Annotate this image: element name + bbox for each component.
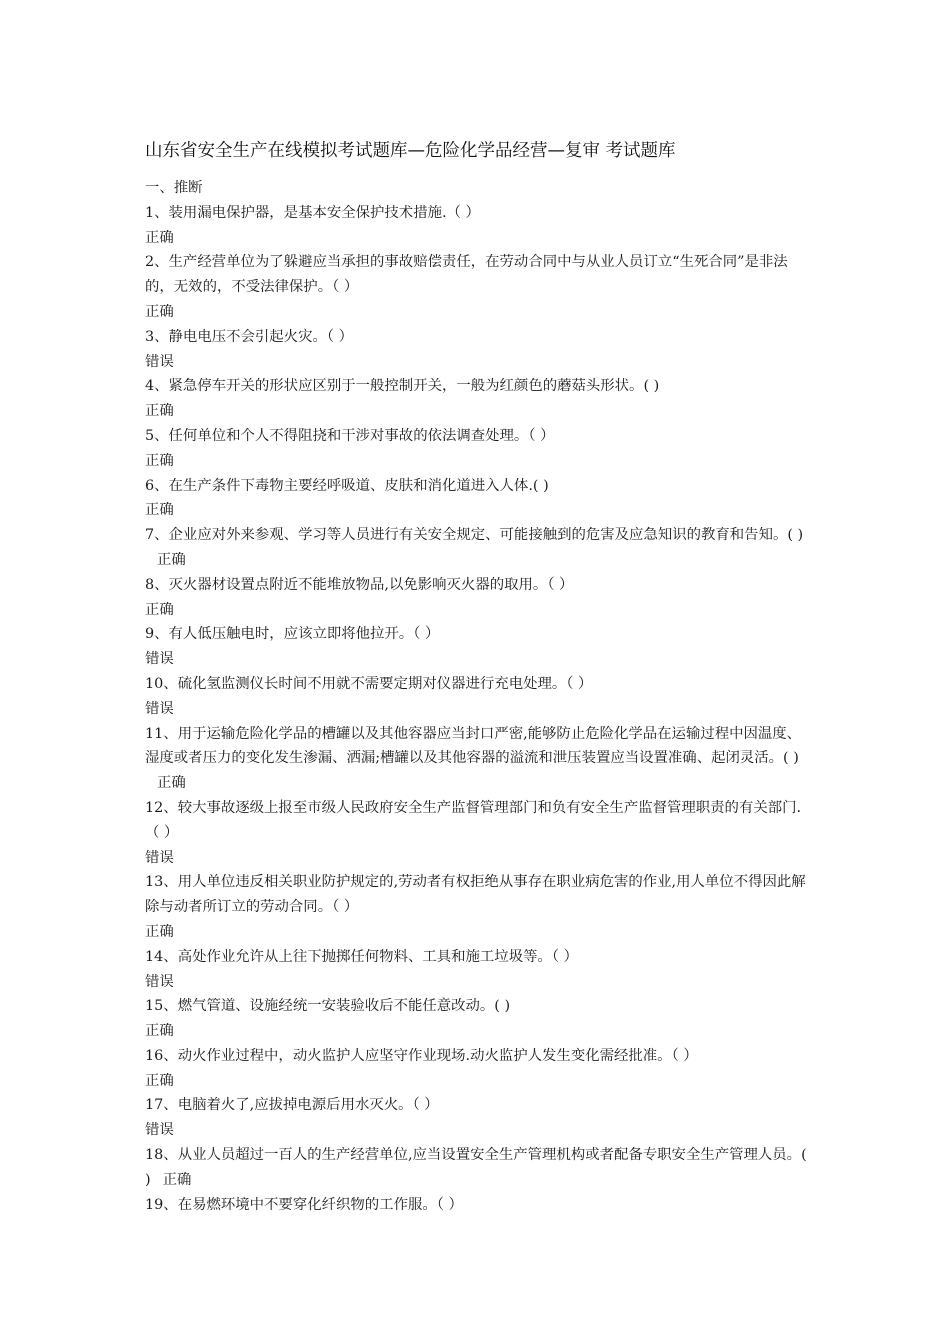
answer-text: 正确 — [145, 1072, 174, 1089]
answer-text: 错误 — [145, 353, 174, 370]
question-text: 11、用于运输危险化学品的槽罐以及其他容器应当封口严密,能够防止危险化学品在运输过程中因温度、湿度或者压力的变化发生渗漏、洒漏;槽罐以及其他容器的溢流和泄压装置应当设置准确、起闭灵活。( ) — [145, 725, 802, 767]
section-heading: 一、推断 — [145, 180, 203, 196]
answer-text: 错误 — [145, 973, 174, 990]
question-text: 1、装用漏电保护器，是基本安全保护技术措施.（ ） — [145, 204, 480, 221]
question-text: 13、用人单位违反相关职业防护规定的,劳动者有权拒绝从事存在职业病危害的作业,用人单位不得因此解除与动者所订立的劳动合同。（ ） — [145, 874, 806, 916]
answer-text: 正确 — [145, 502, 174, 519]
question-text: 16、动火作业过程中，动火监护人应坚守作业现场.动火监护人发生变化需经批准。（ ） — [145, 1047, 698, 1064]
question-text: 9、有人低压触电时，应该立即将他拉开。（ ） — [145, 626, 440, 643]
question-text: 18、从业人员超过一百人的生产经营单位,应当设置安全生产管理机构或者配备专职安全生产管理人员。( ) — [145, 1147, 807, 1188]
document-title: 山东省安全生产在线模拟考试题库—危险化学品经营—复审 考试题库 — [145, 141, 676, 161]
answer-text: 错误 — [145, 651, 174, 668]
document-body — [145, 176, 810, 1217]
answer-text: 正确 — [145, 452, 174, 469]
answer-text: 正确 — [157, 775, 186, 792]
question-text: 2、生产经营单位为了躲避应当承担的事故赔偿责任，在劳动合同中与从业人员订立“生死合同”是非法的，无效的，不受法律保护。（ ） — [145, 254, 788, 296]
answer-text: 正确 — [145, 923, 174, 940]
question-text: 7、企业应对外来参观、学习等人员进行有关安全规定、可能接触到的危害及应急知识的教育和告知。( ) — [145, 527, 804, 544]
answer-text: 正确 — [145, 601, 174, 618]
question-text: 3、静电电压不会引起火灾。（ ） — [145, 328, 353, 345]
question-text: 15、燃气管道、设施经统一安装验收后不能任意改动。( ) — [145, 998, 511, 1015]
question-text: 10、硫化氢监测仪长时间不用就不需要定期对仪器进行充电处理。（ ） — [145, 675, 593, 692]
answer-text: 正确 — [157, 551, 186, 568]
question-text: 5、任何单位和个人不得阻挠和干涉对事故的依法调查处理。（ ） — [145, 427, 555, 444]
answer-text: 错误 — [145, 849, 174, 866]
answer-text: 正确 — [145, 1023, 174, 1040]
answer-text: 正确 — [145, 403, 174, 420]
question-text: 17、电脑着火了,应拔掉电源后用水灭火。（ ） — [145, 1097, 439, 1114]
question-text: 8、灭火器材设置点附近不能堆放物品,以免影响灭火器的取用。（ ） — [145, 576, 574, 593]
question-block — [145, 523, 810, 573]
answer-text: 错误 — [145, 700, 174, 717]
answer-text: 正确 — [162, 1171, 192, 1188]
answer-text: 正确 — [145, 229, 174, 246]
answer-text: 错误 — [145, 1122, 174, 1139]
document-page — [145, 136, 810, 1217]
answer-text: 正确 — [145, 303, 174, 320]
question-block — [145, 1143, 810, 1193]
question-text: 6、在生产条件下毒物主要经呼吸道、皮肤和消化道进入人体.( ) — [145, 477, 549, 494]
question-text: 4、紧急停车开关的形状应区别于一般控制开关，一般为红颜色的蘑菇头形状。( ) — [145, 378, 660, 395]
question-text: 12、较大事故逐级上报至市级人民政府安全生产监督管理部门和负有安全生产监督管理职责的有关部门.（ ） — [145, 799, 802, 841]
question-text: 14、高处作业允许从上往下抛掷任何物料、工具和施工垃圾等。（ ） — [145, 948, 579, 965]
question-block — [145, 722, 810, 796]
question-text: 19、在易燃环境中不要穿化纤织物的工作服。（ ） — [145, 1196, 463, 1213]
